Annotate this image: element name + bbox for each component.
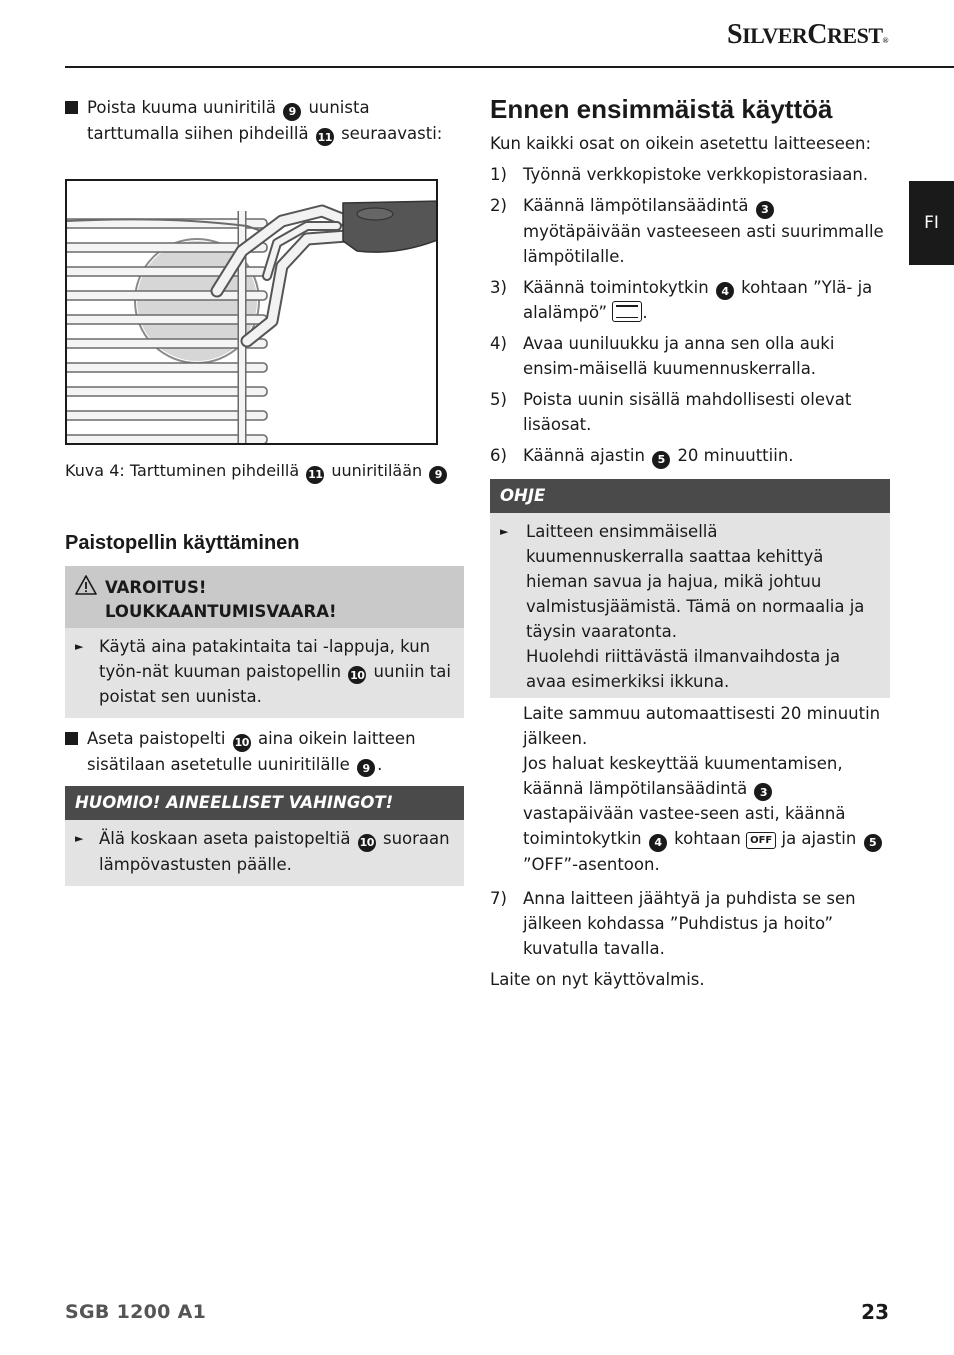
section-title-baking-tray: Paistopellin käyttäminen [65, 531, 300, 554]
step-4: 4) Avaa uuniluukku ja anna sen olla auki ensim-mäisellä kuumennuskerralla. [490, 334, 835, 378]
part-number-badge: 10 [348, 666, 366, 684]
left-column [65, 95, 464, 886]
language-tab: FI [909, 181, 954, 265]
part-number-badge: 10 [233, 734, 251, 752]
intro-bullet: Poista kuuma uuniritilä 9 uunista tarttumalla siihen pihdeillä 11 seuraavasti: [65, 95, 464, 146]
after-heating-text: Laite sammuu automaattisesti 20 minuutin jälkeen. Jos haluat keskeyttää kuumentamisen, käännä lämpötilansäädintä 3 vastapäivään vastee-seen asti, käännä toimintokytkin 4 kohtaan OFF ja ajastin 5 ”OFF”-asentoon. [523, 703, 881, 874]
figure-tongs-grill-rack [65, 179, 438, 445]
part-number-badge: 3 [756, 201, 774, 219]
part-number-badge: 11 [316, 128, 334, 146]
warning-header: VAROITUS! LOUKKAANTUMISVAARA! [65, 566, 464, 628]
page-number: 23 [861, 1300, 889, 1324]
part-number-badge: 11 [306, 466, 324, 484]
part-number-badge: 3 [754, 783, 772, 801]
step-1: 1) Työnnä verkkopistoke verkkopistorasiaan. [490, 165, 869, 184]
caution-header: HUOMIO! AINEELLISET VAHINGOT! [65, 786, 464, 820]
part-number-badge: 5 [652, 451, 670, 469]
part-number-badge: 4 [716, 282, 734, 300]
top-bottom-heat-icon [612, 301, 642, 322]
part-number-badge: 9 [357, 759, 375, 777]
part-number-badge: 5 [864, 834, 882, 852]
figure-caption: Kuva 4: Tarttuminen pihdeillä 11 uuniritilään 9 [65, 458, 464, 484]
step-6: 6) Käännä ajastin 5 20 minuuttiin. [490, 443, 890, 469]
step-5: 5) Poista uunin sisällä mahdollisesti olevat lisäosat. [490, 390, 852, 434]
step-7: 7) Anna laitteen jäähtyä ja puhdista se sen jälkeen kohdassa ”Puhdistus ja hoito” kuvatulla tavalla. [490, 888, 856, 958]
right-column [490, 92, 890, 992]
caution-box [65, 786, 464, 886]
brand-logo: SILVERCREST® [727, 19, 888, 50]
tongs-rack-illustration [67, 181, 438, 445]
intro-text: Kun kaikki osat on oikein asetettu laitteeseen: [490, 134, 872, 153]
part-number-badge: 9 [283, 103, 301, 121]
caution-item: ► Älä koskaan aseta paistopeltiä 10 suoraan lämpövastusten päälle. [75, 826, 454, 877]
note-header: OHJE [490, 479, 890, 513]
note-box [490, 479, 890, 698]
page-title: Ennen ensimmäistä käyttöä [490, 94, 833, 124]
header-rule [65, 66, 954, 68]
warning-item: ► Käytä aina patakintaita tai -lappuja, kun työn-nät kuuman paistopellin 10 uuniin tai poistat sen uunista. [75, 634, 454, 710]
warning-triangle-icon [75, 575, 97, 595]
warning-box [65, 566, 464, 719]
footer-model: SGB 1200 A1 [65, 1301, 207, 1323]
part-number-badge: 9 [429, 466, 447, 484]
tray-bullet: Aseta paistopelti 10 aina oikein laitteen sisätilaan asetetulle uuniritilälle 9 . [65, 726, 464, 777]
step-2: 2) Käännä lämpötilansäädintä 3 myötäpäivään vasteeseen asti suurimmalle lämpötilalle. [490, 196, 884, 266]
ready-text: Laite on nyt käyttövalmis. [490, 969, 705, 989]
step-3: 3) Käännä toimintokytkin 4 kohtaan ”Ylä- ja alalämpö” . [490, 277, 873, 322]
note-item: ► Laitteen ensimmäisellä kuumennuskerralla saattaa kehittyä hieman savua ja hajua, mikä johtuu valmistusjäämistä. Tämä on normaalia ja täysin vaaratonta. Huolehdi riittävästä ilmanvaihdosta ja avaa esimerkiksi ikkuna. [500, 519, 880, 694]
part-number-badge: 10 [358, 834, 376, 852]
off-icon: OFF [746, 832, 776, 849]
part-number-badge: 4 [649, 834, 667, 852]
